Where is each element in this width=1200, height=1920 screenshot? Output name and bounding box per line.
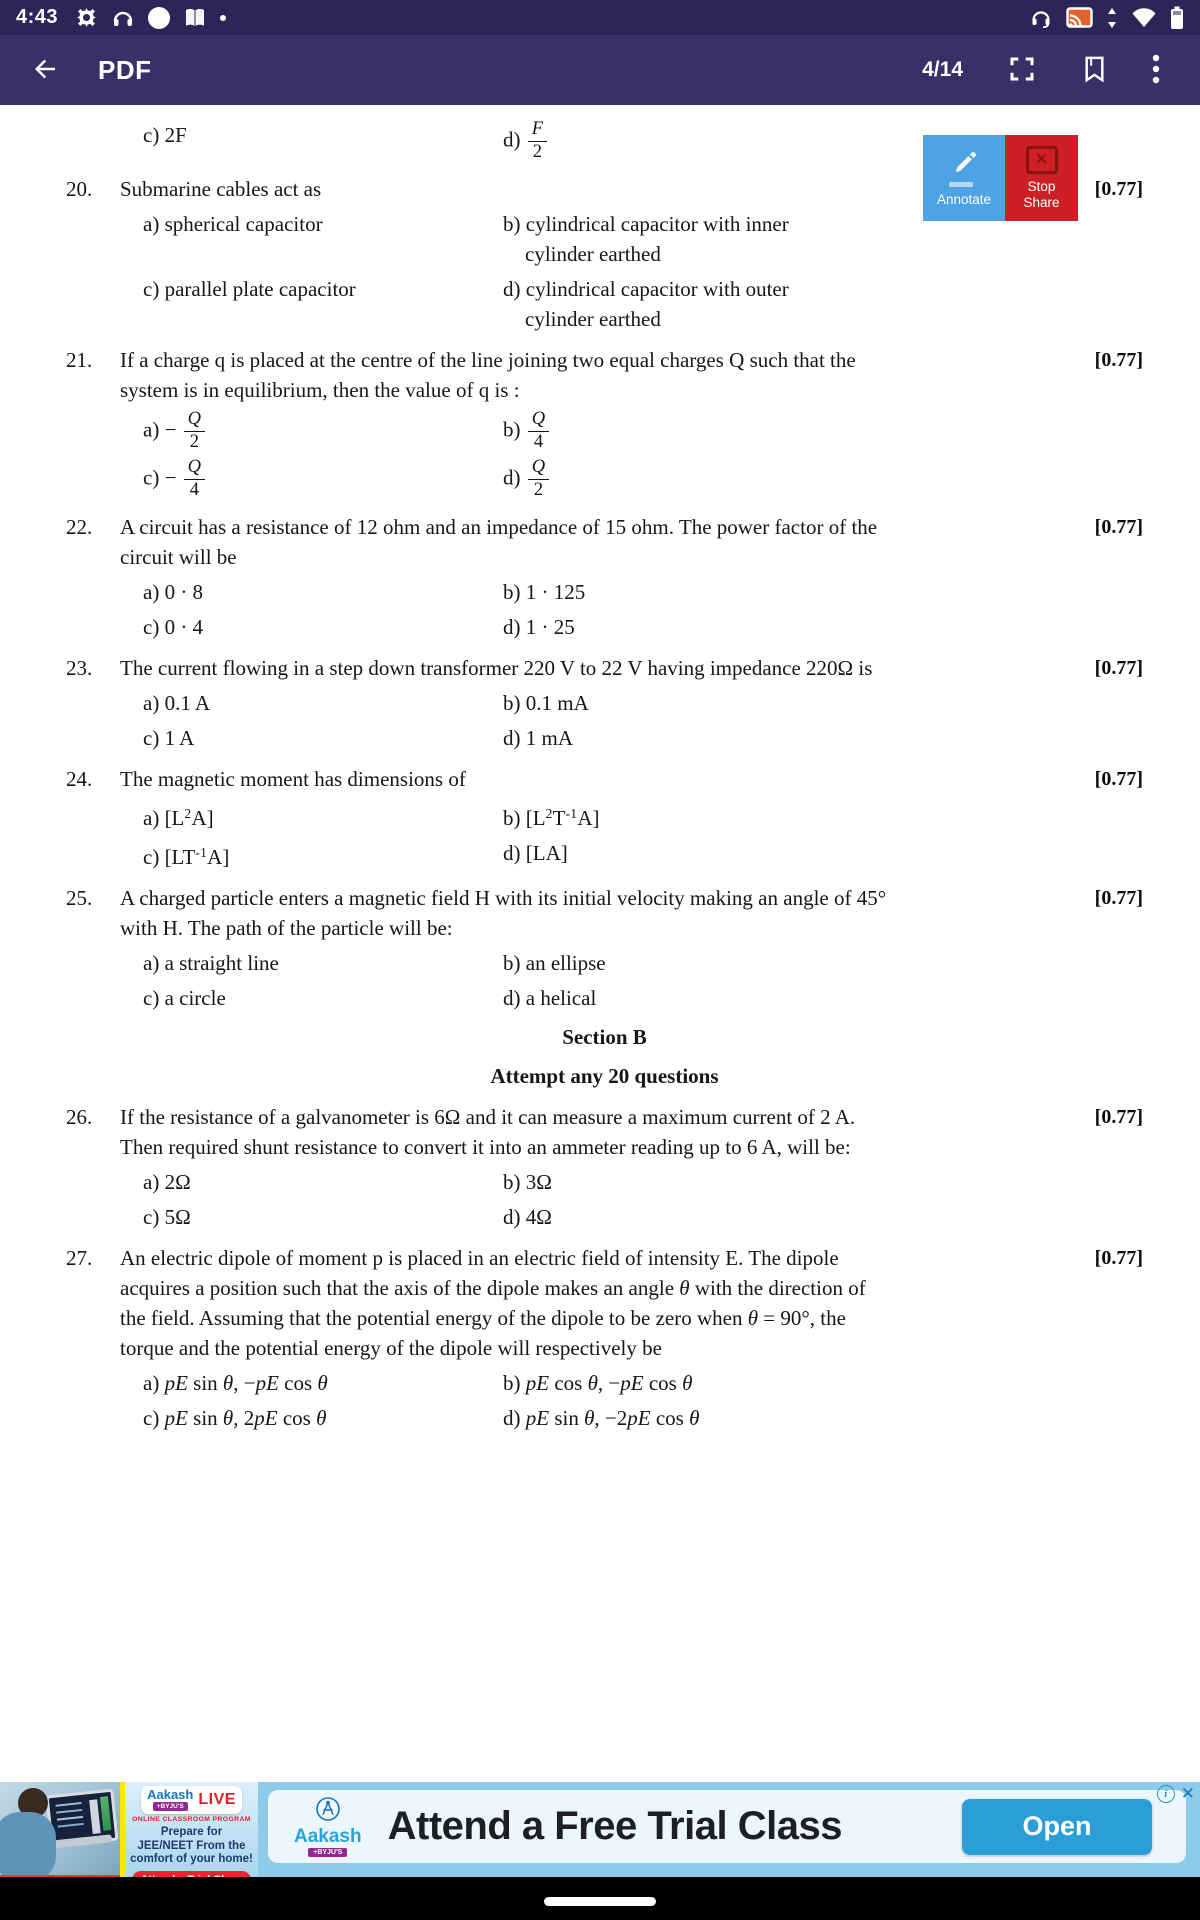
promo-text: Prepare for JEE/NEET From the comfort of your home! [130, 1826, 253, 1865]
option-cell: a) 0.1 A [143, 690, 211, 715]
option-cell: a) 2Ω [143, 1169, 191, 1194]
gear-icon [75, 6, 98, 29]
options-row [143, 799, 1143, 833]
annotate-button[interactable] [923, 135, 1005, 221]
program-label: ONLINE CLASSROOM PROGRAM [132, 1816, 251, 1823]
options-row [143, 458, 1143, 501]
question-number: 27. [66, 1245, 93, 1270]
question-item [66, 1243, 1143, 1363]
question-item [66, 1102, 1143, 1162]
question-number: 20. [66, 176, 93, 201]
question-marks: [0.77] [1094, 177, 1143, 200]
option-cell: a) pE sin θ, −pE cos θ [143, 1370, 328, 1395]
option-cell: d) pE sin θ, −2pE cos θ [503, 1405, 700, 1430]
question-line: A charged particle enters a magnetic field H with its initial velocity making an angle of 45° [120, 885, 887, 910]
back-arrow-icon [30, 54, 60, 87]
system-nav-bar [0, 1877, 1200, 1920]
fraction: $\frac{Q}{4}$ [184, 458, 205, 501]
question-line: circuit will be [120, 544, 237, 569]
aakash-brand-text: Aakash [294, 1826, 362, 1847]
question-line: acquires a position such that the axis of the dipole makes an angle θ with the direction of [120, 1275, 866, 1300]
question-number: 21. [66, 347, 93, 372]
notification-dot-icon [220, 15, 226, 21]
option-cell: c) $[LT^{-1}A]$ [143, 844, 230, 869]
options-row [143, 612, 1143, 642]
ad-main-panel [258, 1782, 1200, 1877]
notification-circle-icon [148, 7, 170, 29]
overflow-menu-button[interactable] [1152, 53, 1160, 88]
option-cell: c) 2F [143, 123, 187, 147]
option-cell: d) 1 · 25 [503, 614, 575, 639]
ad-promo-block [125, 1782, 258, 1877]
ad-info-icon[interactable]: i [1157, 1785, 1175, 1803]
option-cell: b) pE cos θ, −pE cos θ [503, 1370, 693, 1395]
option-cell: a) a straight line [143, 950, 279, 975]
fullscreen-button[interactable] [1007, 54, 1037, 87]
wifi-icon [1131, 7, 1157, 29]
question-number: 22. [66, 514, 93, 539]
fullscreen-icon [1007, 54, 1037, 87]
options-row [143, 688, 1143, 718]
share-toolbar [923, 135, 1078, 221]
question-line: Then required shunt resistance to convert it into an ammeter reading up to 6 A, will be: [120, 1134, 851, 1159]
section-heading: Attempt any 20 questions [490, 1063, 719, 1088]
question-line: A circuit has a resistance of 12 ohm and an impedance of 15 ohm. The power factor of the [120, 514, 878, 539]
fraction: $\frac{Q}{2}$ [184, 410, 205, 453]
question-line: The magnetic moment has dimensions of [120, 766, 466, 791]
question-text [120, 653, 1051, 683]
options-row [143, 410, 1143, 453]
aakash-brand-text: Aakash [147, 1787, 194, 1802]
question-item [66, 345, 1143, 405]
page-indicator: 4/14 [922, 58, 963, 81]
options-row [143, 1167, 1143, 1197]
question-number: 26. [66, 1104, 93, 1129]
byjus-badge: +BYJU'S [153, 1802, 188, 1811]
option-cell: d) a helical [503, 985, 597, 1010]
aakash-logo [294, 1796, 362, 1857]
aakash-logo-icon [315, 1796, 341, 1827]
option-cell: b) $[L^2T^{-1}A]$ [503, 805, 600, 830]
battery-icon [1170, 6, 1184, 30]
back-button[interactable] [30, 54, 60, 87]
aakash-live-badge [141, 1786, 242, 1814]
question-marks: [0.77] [1094, 656, 1143, 679]
stop-share-icon: ✕ [1026, 146, 1058, 174]
annotate-label: Annotate [936, 192, 992, 207]
options-row [143, 983, 1143, 1013]
ad-close-icon[interactable]: ✕ [1180, 1784, 1195, 1803]
option-cell: b) 3Ω [503, 1169, 552, 1194]
option-cell: b) cylindrical capacitor with inner cylinder earthed [503, 211, 789, 266]
option-cell: a) − $\frac{Q}{2}$ [143, 410, 503, 453]
option-cell: c) 0 · 4 [143, 614, 204, 639]
question-marks: [0.77] [1094, 767, 1143, 790]
option-cell: b) $\frac{Q}{4}$ [503, 410, 1143, 453]
options-row [143, 1368, 1143, 1398]
cast-icon [1066, 7, 1093, 29]
status-bar [0, 0, 1200, 35]
stop-share-button[interactable] [1005, 135, 1078, 221]
option-cell: a) $[L^2A]$ [143, 805, 214, 830]
question-line: Submarine cables act as [120, 176, 322, 201]
options-row [143, 1403, 1143, 1433]
fraction: $\frac{Q}{4}$ [528, 410, 549, 453]
gesture-pill[interactable] [544, 1897, 656, 1906]
question-line: If the resistance of a galvanometer is 6Ω and it can measure a maximum current of 2 A. [120, 1104, 856, 1129]
option-cell: d) cylindrical capacitor with outer cylinder earthed [503, 276, 789, 331]
question-text [120, 883, 1051, 943]
question-line: An electric dipole of moment p is placed in an electric field of intensity E. The dipole [120, 1245, 839, 1270]
question-marks: [0.77] [1094, 348, 1143, 371]
question-text [120, 1102, 1051, 1162]
fraction: $\frac{Q}{2}$ [528, 458, 549, 501]
status-time: 4:43 [16, 6, 59, 28]
question-number: 24. [66, 766, 93, 791]
bookmark-icon [1081, 54, 1108, 86]
question-text [120, 764, 1051, 794]
live-label: LIVE [198, 1790, 236, 1808]
options-row [143, 838, 1143, 872]
option-cell: c) pE sin θ, 2pE cos θ [143, 1405, 327, 1430]
pdf-document [0, 105, 1200, 1433]
question-line: The current flowing in a step down transformer 220 V to 22 V having impedance 220Ω is [120, 655, 873, 680]
network-arrows-icon [1106, 7, 1118, 29]
options-row [143, 1202, 1143, 1232]
option-cell: c) a circle [143, 985, 226, 1010]
options-row [143, 577, 1143, 607]
question-item [66, 883, 1143, 943]
option-cell: d) 1 mA [503, 725, 573, 750]
option-cell: b) an ellipse [503, 950, 606, 975]
fraction: $\frac{F}{2}$ [528, 120, 547, 163]
pdf-viewport[interactable] [0, 105, 1200, 1782]
option-cell: c) 5Ω [143, 1204, 191, 1229]
question-item [66, 653, 1143, 683]
ad-banner[interactable] [0, 1782, 1200, 1877]
question-line: with H. The path of the particle will be: [120, 915, 453, 940]
question-number: 25. [66, 885, 93, 910]
bookmark-button[interactable] [1081, 54, 1108, 86]
option-cell: d) [LA] [503, 840, 568, 865]
headset-icon [1029, 6, 1053, 30]
option-cell: b) 1 · 125 [503, 579, 586, 604]
option-cell: c) 1 A [143, 725, 195, 750]
options-row [143, 274, 1143, 334]
question-marks: [0.77] [1094, 515, 1143, 538]
question-text [120, 512, 1051, 572]
question-line: the field. Assuming that the potential energy of the dipole to be zero when θ = 90°, the [120, 1305, 846, 1330]
byjus-badge: +BYJU'S [308, 1848, 347, 1857]
option-cell: c) parallel plate capacitor [143, 276, 356, 301]
page-title: PDF [98, 54, 152, 85]
question-marks: [0.77] [1094, 886, 1143, 909]
section-heading: Section B [562, 1024, 647, 1049]
option-cell: a) spherical capacitor [143, 211, 323, 236]
question-marks: [0.77] [1094, 1105, 1143, 1128]
options-row [143, 948, 1143, 978]
question-item [66, 764, 1143, 794]
question-text [120, 174, 1051, 204]
app-bar [0, 35, 1200, 105]
ad-photo [0, 1782, 120, 1877]
option-cell: b) 0.1 mA [503, 690, 589, 715]
question-line: If a charge q is placed at the centre of the line joining two equal charges Q such that the [120, 347, 856, 372]
stop-share-label: Stop Share [1023, 178, 1060, 210]
question-line: system is in equilibrium, then the value of q is : [120, 377, 520, 402]
book-icon [183, 7, 207, 29]
open-button[interactable]: Open [962, 1799, 1152, 1855]
option-cell: c) − $\frac{Q}{4}$ [143, 458, 503, 501]
option-cell: d) $\frac{F}{2}$ [503, 120, 1143, 163]
question-line: torque and the potential energy of the dipole will respectively be [120, 1335, 662, 1360]
pencil-icon [949, 148, 979, 187]
overflow-menu-icon [1152, 53, 1160, 88]
option-cell: a) 0 · 8 [143, 579, 204, 604]
ad-headline: Attend a Free Trial Class [387, 1804, 842, 1848]
question-text [120, 1243, 1051, 1363]
options-row [143, 723, 1143, 753]
option-cell: d) 4Ω [503, 1204, 552, 1229]
headphones-icon [111, 6, 135, 30]
question-item [66, 512, 1143, 572]
question-number: 23. [66, 655, 93, 680]
question-marks: [0.77] [1094, 1246, 1143, 1269]
option-cell: d) $\frac{Q}{2}$ [503, 458, 1143, 501]
question-text [120, 345, 1051, 405]
